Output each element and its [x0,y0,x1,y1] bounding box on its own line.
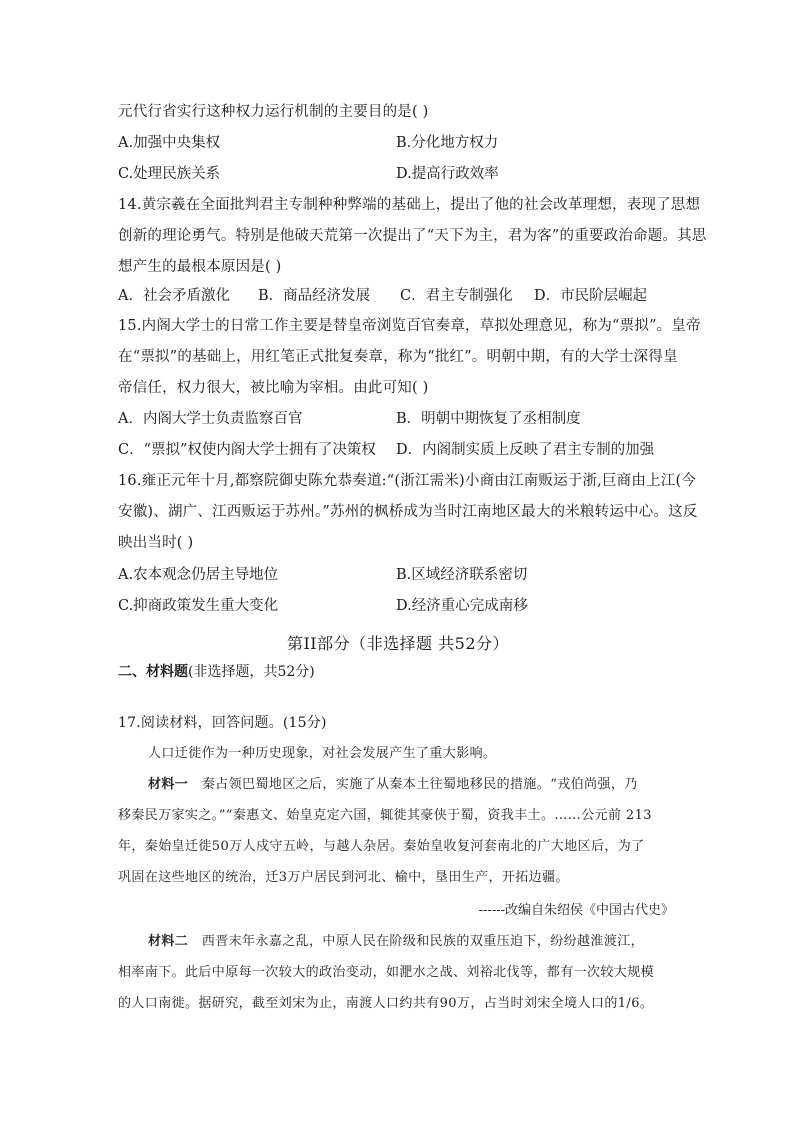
q13-option-d[interactable]: D.提高行政效率 [396,166,499,182]
q15-option-c[interactable]: C．“票拟”权使内阁大学士拥有了决策权 [118,442,376,458]
q15-line-2: 在“票拟”的基础上，用红笔正式批复奏章，称为“批红”。明朝中期，有的大学士深得皇 [118,349,678,365]
q14-line-1: 14.黄宗羲在全面批判君主专制种种弊端的基础上，提出了他的社会改革理想，表现了思想 [118,197,701,213]
q16-option-a[interactable]: A.农本观念仍居主导地位 [118,567,279,583]
q17-intro: 人口迁徙作为一种历史现象，对社会发展产生了重大影响。 [148,746,497,761]
section-heading [118,662,315,682]
material1-line-2: 移秦民万家实之。”“秦惠文、始皇克定六国，辄徙其豪侠于蜀，资我丰土。……公元前 213 [118,808,652,823]
q16-option-c[interactable]: C.抑商政策发生重大变化 [118,598,279,614]
material1-line-3: 年，秦始皇迁徙50万人戍守五岭，与越人杂居。秦始皇收复河套南北的广大地区后，为了 [118,839,645,854]
q15-option-a[interactable]: A．内阁大学士负责监察百官 [118,411,303,427]
q16-line-2: 安徽)、湖广、江西贩运于苏州。”苏州的枫桥成为当时江南地区最大的米粮转运中心。这反 [118,504,698,520]
q16-line-1: 16.雍正元年十月,都察院御史陈允恭奏道:“(浙江需米)小商由江南贩运于浙,巨商由上江(今 [118,473,697,489]
material1-source: ------改编自朱绍侯《中国古代史》 [478,903,674,918]
q17-stem: 17.阅读材料，回答问题。(15分) [118,715,327,731]
q13-option-b[interactable]: B.分化地方权力 [396,135,499,151]
section-name: 二、材料题 [118,664,188,680]
q15-option-b[interactable]: B．明朝中期恢复了丞相制度 [396,411,581,427]
q13-stem: 元代行省实行这种权力运行机制的主要目的是( ) [118,104,429,120]
q14-option-d[interactable]: D．市民阶层崛起 [534,288,648,304]
part2-title: 第II部分（非选择题 共52分） [286,634,510,653]
q13-option-c[interactable]: C.处理民族关系 [118,166,221,182]
q14-option-a[interactable]: A．社会矛盾激化 [118,288,230,304]
material1-label: 材料一 [148,777,189,792]
q14-line-2: 创新的理论勇气。特别是他破天荒第一次提出了“天下为主，君为客”的重要政治命题。其思 [118,228,707,244]
material2-label: 材料二 [148,934,189,949]
q14-line-3: 想产生的最根本原因是( ) [118,259,282,275]
material1-line-4: 巩固在这些地区的统治，迁3万户居民到河北、榆中，垦田生产，开拓边疆。 [118,870,569,885]
q16-line-3: 映出当时( ) [118,535,194,551]
material2-line-2: 相率南下。此后中原每一次较大的政治变动，如淝水之战、刘裕北伐等，都有一次较大规模 [118,965,655,980]
material2-line-3: 的人口南徙。据研究，截至刘宋为止，南渡人口约共有90万，占当时刘宋全境人口的1/6。 [118,996,654,1011]
section-note: (非选择题，共52分) [188,664,315,680]
material1-line-1 [148,775,638,795]
q15-line-3: 帝信任，权力很大，被比喻为宰相。由此可知( ) [118,380,429,396]
q14-option-c[interactable]: C．君主专制强化 [400,288,513,304]
q14-option-b[interactable]: B．商品经济发展 [258,288,371,304]
material2-text-1: 西晋末年永嘉之乱，中原人民在阶级和民族的双重压迫下，纷纷越淮渡江， [201,934,645,949]
material2-line-1 [148,932,644,952]
q15-option-d[interactable]: D．内阁制实质上反映了君主专制的加强 [396,442,655,458]
q16-option-b[interactable]: B.区域经济联系密切 [396,567,528,583]
q16-option-d[interactable]: D.经济重心完成南移 [396,598,528,614]
q15-line-1: 15.内阁大学士的日常工作主要是替皇帝浏览百官奏章，草拟处理意见，称为“票拟”。皇帝 [118,318,701,334]
material1-text-1: 秦占领巴蜀地区之后，实施了从秦本土往蜀地移民的措施。“戎伯尚强，乃 [201,777,638,792]
q13-option-a[interactable]: A.加强中央集权 [118,135,221,151]
exam-page [118,0,707,1123]
